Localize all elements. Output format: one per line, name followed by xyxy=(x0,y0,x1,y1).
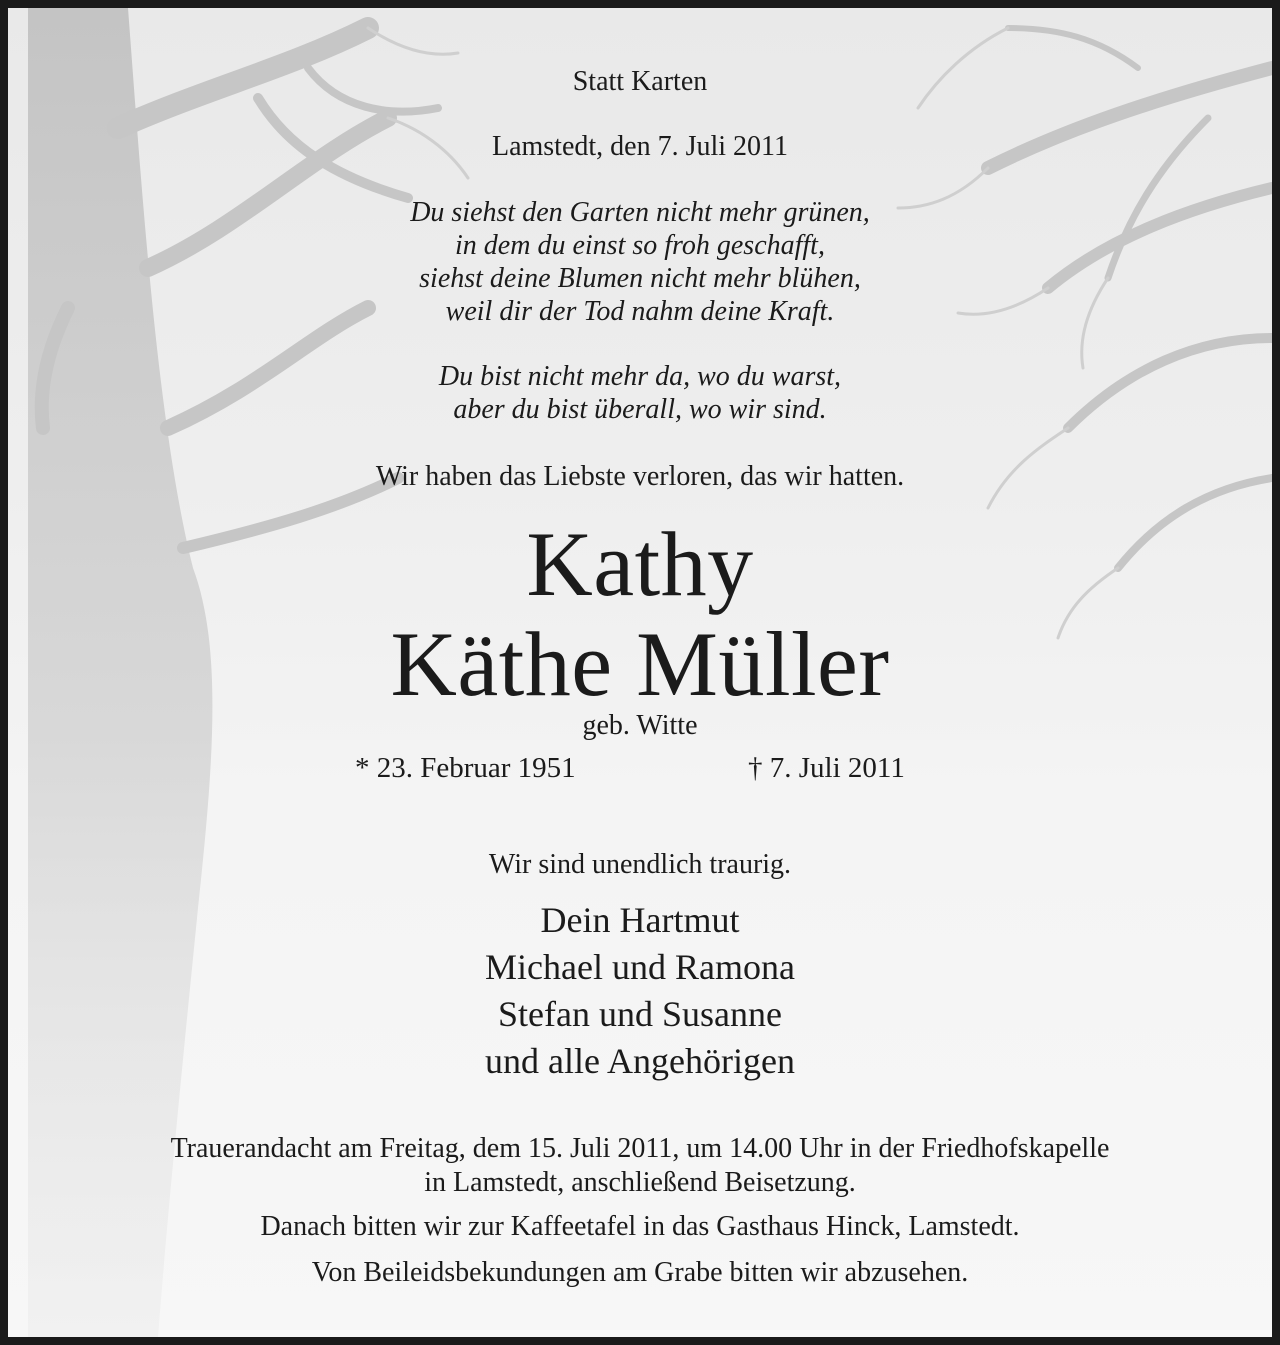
verse-line: Du bist nicht mehr da, wo du warst, xyxy=(438,361,842,392)
coffee-invitation: Danach bitten wir zur Kaffeetafel in das Gasthaus Hinck, Lamstedt. xyxy=(260,1211,1020,1242)
mourner-name: und alle Angehörigen xyxy=(485,1041,795,1081)
death-date: † 7. Juli 2011 xyxy=(748,752,905,784)
place-date-line: Lamstedt, den 7. Juli 2011 xyxy=(491,131,789,162)
verse-line: Du siehst den Garten nicht mehr grünen, xyxy=(410,197,870,228)
verse-line: in dem du einst so froh geschafft, xyxy=(455,230,825,261)
deceased-first-name: Kathy xyxy=(526,513,754,615)
mourning-statement: Wir sind unendlich traurig. xyxy=(488,849,792,880)
birth-date: * 23. Februar 1951 xyxy=(355,752,576,784)
service-line: in Lamstedt, anschließend Beisetzung. xyxy=(424,1167,856,1198)
verse-stanza-1 xyxy=(8,196,1272,328)
intro-line: Wir haben das Liebste verloren, das wir hatten. xyxy=(375,461,905,492)
maiden-name: geb. Witte xyxy=(582,710,698,741)
verse-line: aber du bist überall, wo wir sind. xyxy=(453,394,827,425)
mourner-name: Michael und Ramona xyxy=(485,947,795,987)
life-dates xyxy=(8,754,1272,788)
condolence-request: Von Beileidsbekundungen am Grabe bitten wir abzusehen. xyxy=(311,1257,969,1288)
verse-line: weil dir der Tod nahm deine Kraft. xyxy=(445,296,835,327)
deceased-full-name: Käthe Müller xyxy=(390,613,890,715)
verse-line: siehst deine Blumen nicht mehr blühen, xyxy=(419,263,861,294)
service-line: Trauerandacht am Freitag, dem 15. Juli 2011, um 14.00 Uhr in der Friedhofskapelle xyxy=(170,1133,1110,1164)
verse-stanza-2 xyxy=(8,360,1272,426)
service-info xyxy=(8,1132,1272,1200)
statt-karten-label: Statt Karten xyxy=(572,66,708,97)
mourner-name: Dein Hartmut xyxy=(540,900,740,940)
mourners-list xyxy=(8,897,1272,1085)
notice-content xyxy=(8,8,1272,1337)
mourner-name: Stefan und Susanne xyxy=(498,994,782,1034)
